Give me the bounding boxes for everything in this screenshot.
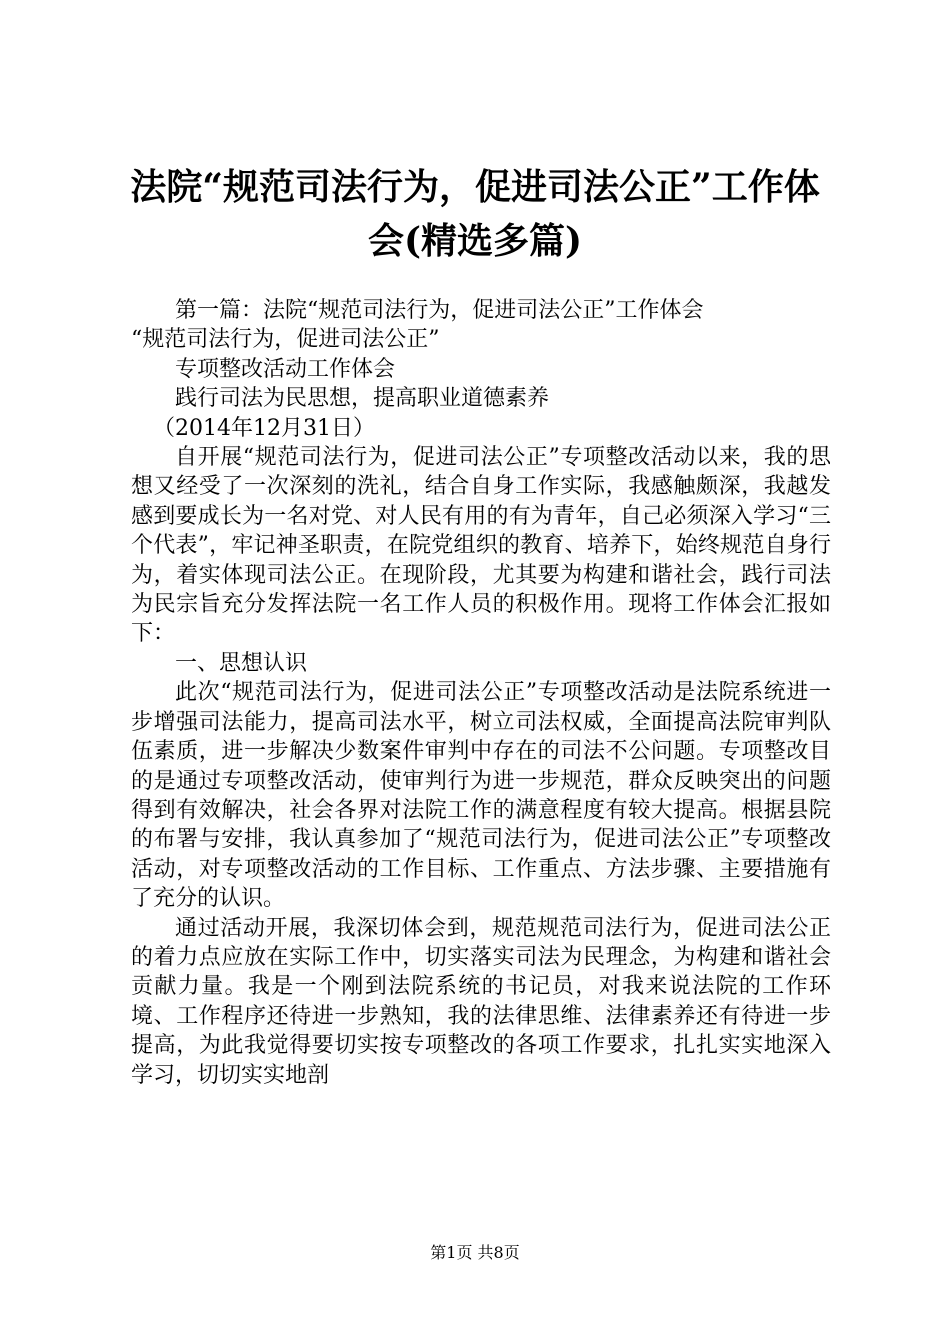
page-footer: 第1页 共8页 xyxy=(430,1243,520,1262)
paragraph-body-2: 通过活动开展，我深切体会到，规范规范司法行为，促进司法公正的着力点应放在实际工作中，切实落实司法为民理念，为构建和谐社会贡献力量。我是一个刚到法院系统的书记员，对我来说法院的工作环境、工作程序还待进一步熟知，我的法律思维、法律素养还有待进一步提高，为此我觉得要切实按专项整改的各项工作要求，扎扎实实地深入学习，切切实实地剖 xyxy=(131,915,831,1088)
title-line-1: 法院“规范司法行为，促进司法公正”工作体 xyxy=(130,166,820,208)
paragraph-intro: 自开展“规范司法行为，促进司法公正”专项整改活动以来，我的思想又经受了一次深刻的洗礼，结合自身工作实际，我感触颇深，我越发感到要成长为一名对党、对人民有用的有为青年，自己必须深入学习“三个代表”，牢记神圣职责，在院党组织的教育、培养下，始终规范自身行为，着实体现司法公正。在现阶段，尤其要为构建和谐社会，践行司法为民宗旨充分发挥法院一名工作人员的积极作用。现将工作体会汇报如下： xyxy=(131,445,831,647)
document-title xyxy=(110,160,840,268)
paragraph-theme: 践行司法为民思想，提高职业道德素养 xyxy=(175,386,550,412)
paragraph-activity-title: 专项整改活动工作体会 xyxy=(175,356,396,382)
paragraph-heading-1: 一、思想认识 xyxy=(175,650,308,676)
title-line-2: 会(精选多篇) xyxy=(367,220,583,262)
paragraph-subtitle: “规范司法行为，促进司法公正” xyxy=(131,327,440,353)
paragraph-date: （2014年12月31日） xyxy=(153,415,375,441)
paragraph-section-heading: 第一篇：法院“规范司法行为，促进司法公正”工作体会 xyxy=(175,298,704,323)
paragraph-body-1: 此次“规范司法行为，促进司法公正”专项整改活动是法院系统进一步增强司法能力，提高司法水平，树立司法权威，全面提高法院审判队伍素质，进一步解决少数案件审判中存在的司法不公问题。专项整改目的是通过专项整改活动，使审判行为进一步规范，群众反映突出的问题得到有效解决，社会各界对法院工作的满意程度有较大提高。根据县院的布署与安排，我认真参加了“规范司法行为，促进司法公正”专项整改活动，对专项整改活动的工作目标、工作重点、方法步骤、主要措施有了充分的认识。 xyxy=(131,680,831,912)
document-body xyxy=(131,296,831,1090)
